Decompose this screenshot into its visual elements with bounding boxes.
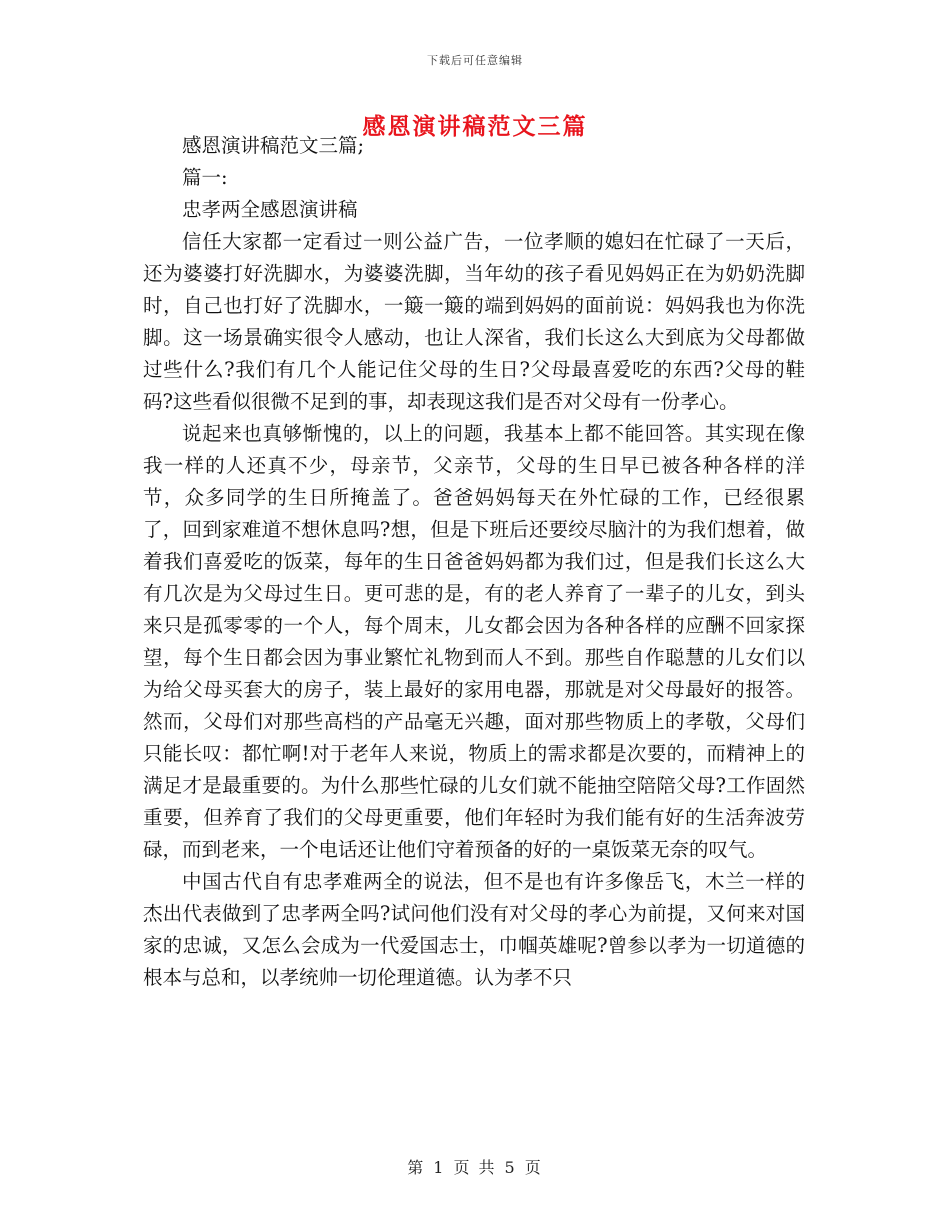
document-title: 感恩演讲稿范文三篇 [362,113,588,140]
body-paragraph: 信任大家都一定看过一则公益广告，一位孝顺的媳妇在忙碌了一天后，还为婆婆打好洗脚水，为婆婆洗脚，当年幼的孩子看见妈妈正在为奶奶洗脚时，自己也打好了洗脚水，一簸一簸的端到妈妈的面前说：妈妈我也为你洗脚。这一场景确实很令人感动，也让人深省，我们长这么大到底为父母都做过些什么?我们有几个人能记住父母的生日?父母最喜爱吃的东西?父母的鞋码?这些看似很微不足到的事，却表现这我们是否对父母有一份孝心。 [143,230,805,413]
footer-prefix: 第 [407,1158,426,1177]
subtitle-line: 感恩演讲稿范文三篇; [182,134,365,157]
document-body [143,130,805,994]
section-label: 篇一: [182,166,228,189]
current-page-number: 1 [433,1158,446,1177]
page-footer [0,1155,950,1178]
footer-suffix: 页 [524,1158,543,1177]
page-header: 下载后可任意编辑 [427,54,523,67]
body-paragraph: 说起来也真够惭愧的，以上的问题，我基本上都不能回答。其实现在像我一样的人还真不少，母亲节，父亲节，父母的生日早已被各种各样的洋节，众多同学的生日所掩盖了。爸爸妈妈每天在外忙碌的工作，已经很累了，回到家难道不想休息吗?想，但是下班后还要绞尽脑汁的为我们想着，做着我们喜爱吃的饭菜，每年的生日爸爸妈妈都为我们过，但是我们长这么大有几次是为父母过生日。更可悲的是，有的老人养育了一辈子的儿女，到头来只是孤零零的一个人，每个周末，儿女都会因为各种各样的应酬不回家探望，每个生日都会因为事业繁忙礼物到而人不到。那些自作聪慧的儿女们以为给父母买套大的房子，装上最好的家用电器，那就是对父母最好的报答。然而，父母们对那些高档的产品毫无兴趣，面对那些物质上的孝敬，父母们只能长叹：都忙啊!对于老年人来说，物质上的需求都是次要的，而精神上的满足才是最重要的。为什么那些忙碌的儿女们就不能抽空陪陪父母?工作固然重要，但养育了我们的父母更重要，他们年轻时为我们能有好的生活奔波劳碌，而到老来，一个电话还让他们守着预备的好的一桌饭菜无奈的叹气。 [143,422,805,861]
section-heading: 忠孝两全感恩演讲稿 [182,198,358,221]
body-paragraph: 中国古代自有忠孝难两全的说法，但不是也有许多像岳飞，木兰一样的杰出代表做到了忠孝两全吗?试问他们没有对父母的孝心为前提，又何来对国家的忠诚，又怎么会成为一代爱国志士，巾帼英雄呢?曾参以孝为一切道德的根本与总和，以孝统帅一切伦理道德。认为孝不只 [143,870,805,989]
footer-middle: 页 共 [453,1158,497,1177]
total-pages-number: 5 [504,1158,517,1177]
